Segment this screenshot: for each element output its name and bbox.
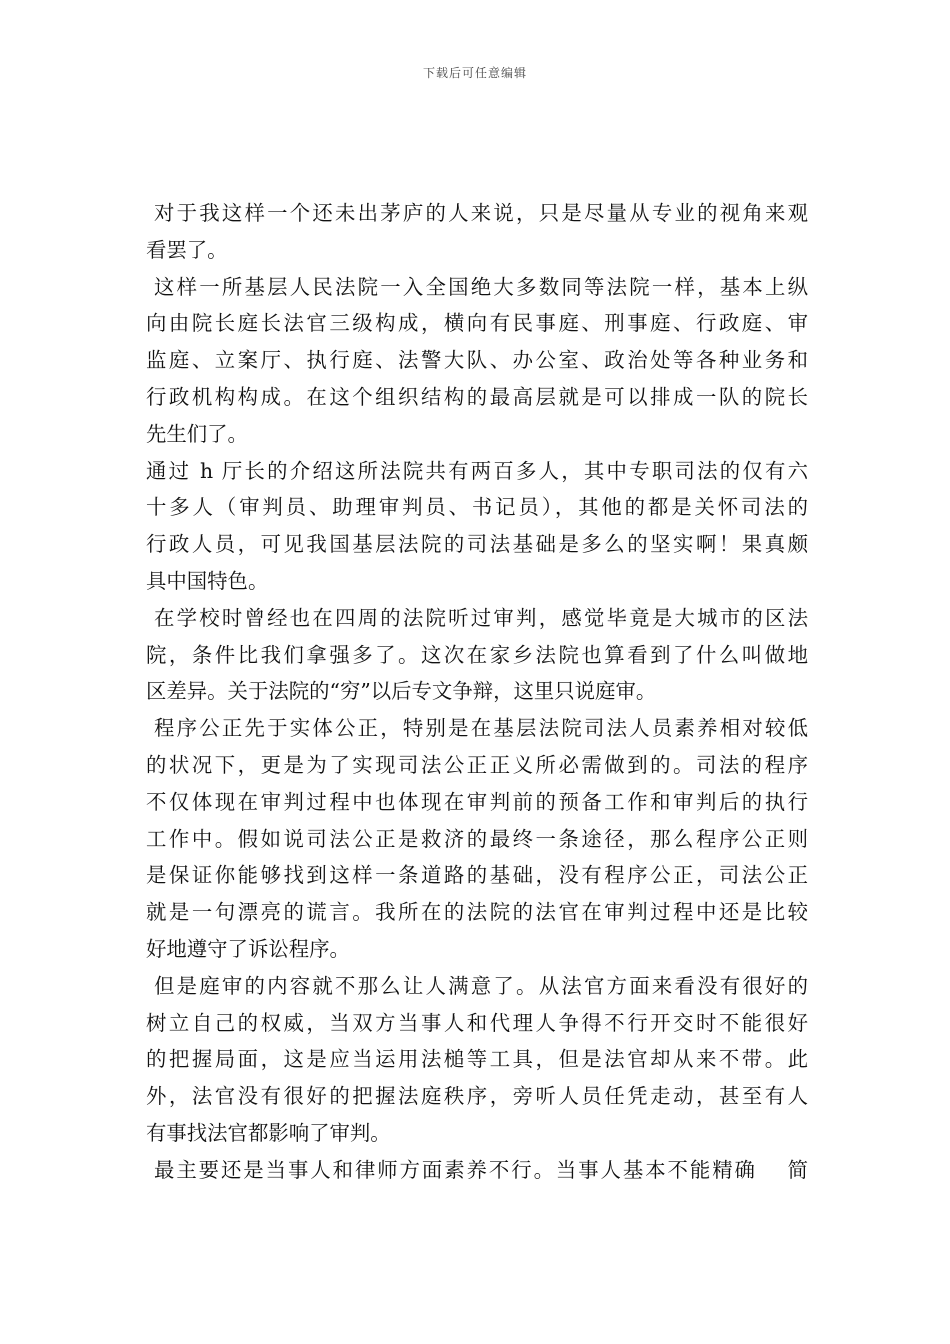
text-line: 院，条件比我们拿强多了。这次在家乡法院也算看到了什么叫做地 (146, 642, 808, 667)
text-line: 有事找法官都影响了审判。 (146, 1120, 391, 1145)
text-line: 不仅体现在审判过程中也体现在审判前的预备工作和审判后的执行 (146, 789, 808, 814)
text-line: 在学校时曾经也在四周的法院听过审判，感觉毕竟是大城市的区法 (154, 605, 808, 630)
text-line: 具中国特色。 (146, 568, 269, 593)
text-line: 就是一句漂亮的谎言。我所在的法院的法官在审判过程中还是比较 (146, 900, 808, 925)
page-header-note: 下载后可任意编辑 (422, 66, 527, 80)
text-line: 是保证你能够找到这样一条道路的基础，没有程序公正，司法公正 (146, 863, 808, 888)
text-line: 程序公正先于实体公正，特别是在基层法院司法人员素养相对较低 (154, 716, 808, 741)
text-line: 的把握局面，这是应当运用法槌等工具，但是法官却从来不带。此 (146, 1047, 808, 1072)
text-line: 十多人（审判员、助理审判员、书记员），其他的都是关怀司法的 (146, 495, 808, 520)
text-line: 这样一所基层人民法院一入全国绝大多数同等法院一样，基本上纵 (154, 274, 808, 299)
text-line: 对于我这样一个还未出茅庐的人来说，只是尽量从专业的视角来观 (154, 201, 808, 225)
text-line: 通过 h 厅长的介绍这所法院共有两百多人，其中专职司法的仅有六 (146, 458, 808, 483)
text-line: 监庭、立案厅、执行庭、法警大队、办公室、政治处等各种业务和 (146, 348, 808, 373)
text-line: 看罢了。 (146, 237, 228, 262)
text-line: 最主要还是当事人和律师方面素养不行。当事人基本不能精确 简 (154, 1157, 808, 1182)
text-line: 行政机构构成。在这个组织结构的最高层就是可以排成一队的院长 (146, 384, 808, 409)
text-line: 的状况下，更是为了实现司法公正正义所必需做到的。司法的程序 (146, 752, 808, 777)
text-line: 先生们了。 (146, 421, 248, 446)
text-line: 区差异。关于法院的“穷”以后专文争辩，这里只说庭审。 (146, 679, 657, 704)
text-line: 但是庭审的内容就不那么让人满意了。从法官方面来看没有很好的 (154, 973, 808, 998)
text-line: 工作中。假如说司法公正是救济的最终一条途径，那么程序公正则 (146, 826, 808, 851)
text-line: 行政人员，可见我国基层法院的司法基础是多么的坚实啊！果真颇 (146, 532, 808, 557)
text-line: 外，法官没有很好的把握法庭秩序，旁听人员任凭走动，甚至有人 (146, 1084, 808, 1109)
document-body (146, 195, 808, 1189)
text-line: 向由院长庭长法官三级构成，横向有民事庭、刑事庭、行政庭、审 (146, 311, 808, 336)
text-line: 树立自己的权威，当双方当事人和代理人争得不行开交时不能很好 (146, 1010, 808, 1035)
text-line: 好地遵守了诉讼程序。 (146, 936, 350, 961)
